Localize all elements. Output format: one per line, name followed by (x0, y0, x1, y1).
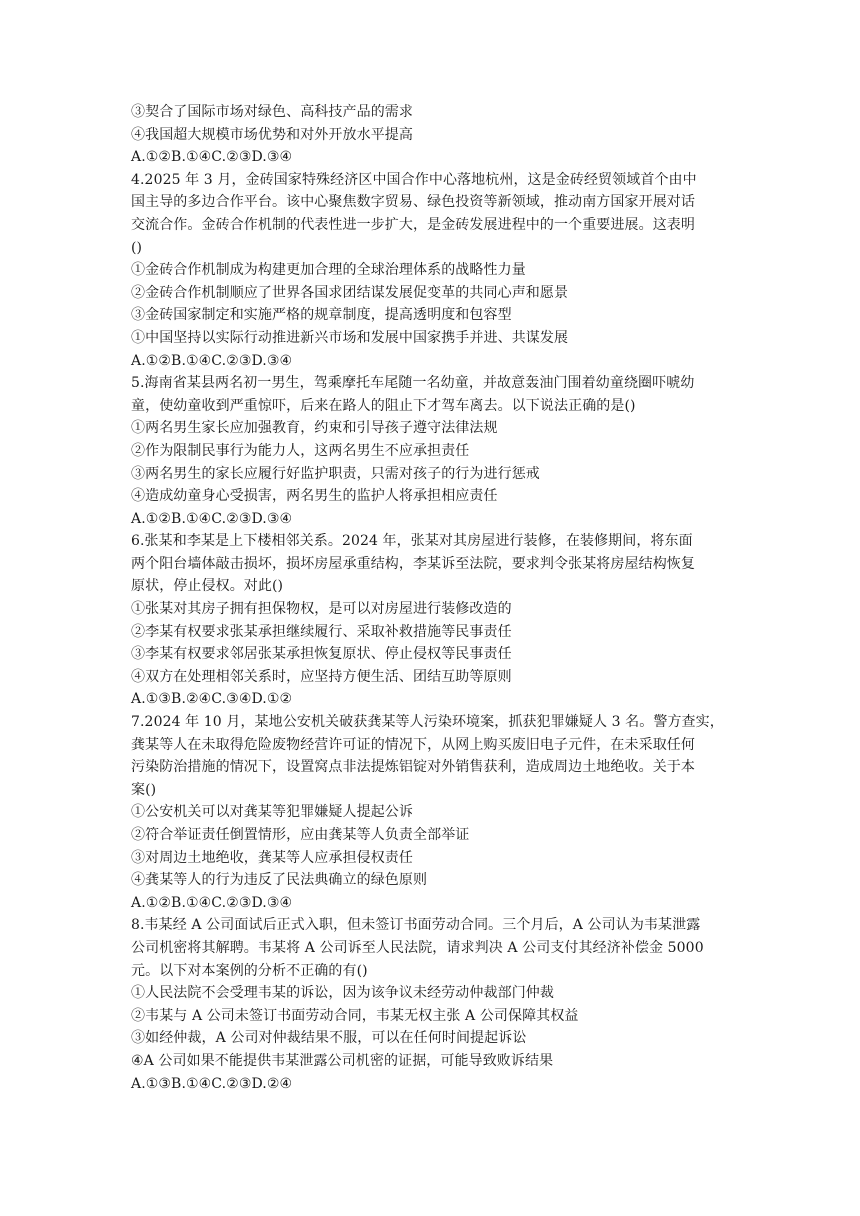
question-stem-line: 6.张某和李某是上下楼相邻关系。2024 年，张某对其房屋进行装修，在装修期间，将东面 (131, 533, 693, 550)
option-line: ②符合举证责任倒置情形，应由龚某等人负责全部举证 (131, 827, 470, 843)
question-stem-line: 污染防治措施的情况下，设置窝点非法提炼铝锭对外销售获利，造成周边土地绝收。关于本 (131, 759, 695, 776)
option-line: ①中国坚持以实际行动推进新兴市场和发展中国家携手并进、共谋发展 (131, 329, 569, 346)
option-line: ②作为限制民事行为能力人，这两名男生不应承担责任 (131, 442, 470, 459)
answer-choices: A.①②B.①④C.②③D.③④ (131, 352, 293, 369)
option-line: ③如经仲裁，A 公司对仲裁结果不服，可以在任何时间提起诉讼 (131, 1030, 527, 1047)
option-line: ④A 公司如果不能提供韦某泄露公司机密的证据，可能导致败诉结果 (131, 1052, 554, 1069)
option-line: ②李某有权要求张某承担继续履行、采取补救措施等民事责任 (131, 623, 512, 640)
option-line: ①两名男生家长应加强教育，约束和引导孩子遵守法律法规 (131, 420, 498, 437)
option-line: ②金砖合作机制顺应了世界各国求团结谋发展促变革的共同心声和愿景 (131, 284, 569, 301)
question-stem-line: 4.2025 年 3 月，金砖国家特殊经济区中国合作中心落地杭州，这是金砖经贸领域首个由中 (131, 171, 697, 188)
option-line: ①人民法院不会受理韦某的诉讼，因为该争议未经劳动仲裁部门仲裁 (131, 985, 554, 1002)
option-line: ①金砖合作机制成为构建更加合理的全球治理体系的战略性力量 (131, 262, 526, 279)
question-3-options (131, 101, 731, 169)
option-line: ②韦某与 A 公司未签订书面劳动合同，韦某无权主张 A 公司保障其权益 (131, 1007, 579, 1024)
option-line: ④我国超大规模市场优势和对外开放水平提高 (131, 126, 413, 143)
document-page (131, 101, 731, 1095)
question-stem-line: 龚某等人在未取得危险废物经营许可证的情况下，从网上购买废旧电子元件，在未采取任何 (131, 736, 695, 753)
option-line: ③李某有权要求邻居张某承担恢复原状、停止侵权等民事责任 (131, 646, 512, 663)
option-line: ③金砖国家制定和实施严格的规章制度，提高透明度和包容型 (131, 307, 512, 324)
question-stem-line: 7.2024 年 10 月，某地公安机关破获龚某等人污染环境案，抓获犯罪嫌疑人 3 名。警方查实， (131, 714, 724, 731)
question-stem-line: 5.海南省某县两名初一男生，驾乘摩托车尾随一名幼童，并故意轰油门围着幼童绕圈吓唬幼 (131, 375, 695, 392)
option-line: ③契合了国际市场对绿色、高科技产品的需求 (131, 104, 413, 120)
question-stem-line: 原状，停止侵权。对此() (131, 578, 284, 595)
question-stem-line: 童，使幼童收到严重惊吓，后来在路人的阻止下才驾车离去。以下说法正确的是() (131, 397, 636, 414)
answer-choices: A.①②B.①④C.②③D.③④ (131, 894, 293, 911)
question-4 (131, 169, 731, 372)
question-stem-line: 案() (131, 781, 157, 798)
question-stem-line: 国主导的多边合作平台。该中心聚焦数字贸易、绿色投资等新领域，推动南方国家开展对话 (131, 194, 695, 211)
question-stem-line: 元。以下对本案例的分析不正确的有() (131, 962, 368, 979)
option-line: ①公安机关可以对龚某等犯罪嫌疑人提起公诉 (131, 804, 413, 821)
option-line: ①张某对其房子拥有担保物权，是可以对房屋进行装修改造的 (131, 601, 512, 618)
question-stem-line: () (131, 239, 143, 256)
option-line: ④造成幼童身心受损害，两名男生的监护人将承担相应责任 (131, 488, 498, 505)
option-line: ④双方在处理相邻关系时，应坚持方便生活、团结互助等原则 (131, 668, 512, 685)
question-stem-line: 交流合作。金砖合作机制的代表性进一步扩大，是金砖发展进程中的一个重要进展。这表明 (131, 216, 695, 233)
option-line: ③对周边土地绝收，龚某等人应承担侵权责任 (131, 849, 413, 866)
answer-choices: A.①③B.①④C.②③D.②④ (131, 1075, 293, 1092)
answer-choices: A.①②B.①④C.②③D.③④ (131, 149, 293, 166)
option-line: ④龚某等人的行为违反了民法典确立的绿色原则 (131, 872, 428, 889)
option-line: ③两名男生的家长应履行好监护职责，只需对孩子的行为进行惩戒 (131, 465, 540, 482)
question-6 (131, 530, 731, 711)
question-5 (131, 372, 731, 530)
question-8 (131, 914, 731, 1095)
question-stem-line: 8.韦某经 A 公司面试后正式入职，但未签订书面劳动合同。三个月后，A 公司认为韦某泄露 (131, 917, 701, 934)
answer-choices: A.①③B.②④C.③④D.①② (131, 691, 293, 708)
question-stem-line: 两个阳台墙体敲击损坏，损坏房屋承重结构，李某诉至法院，要求判令张某将房屋结构恢复 (131, 555, 695, 572)
answer-choices: A.①②B.①④C.②③D.③④ (131, 510, 293, 527)
question-7 (131, 711, 731, 914)
question-stem-line: 公司机密将其解聘。韦某将 A 公司诉至人民法院，请求判决 A 公司支付其经济补偿金 5000 (131, 939, 704, 956)
